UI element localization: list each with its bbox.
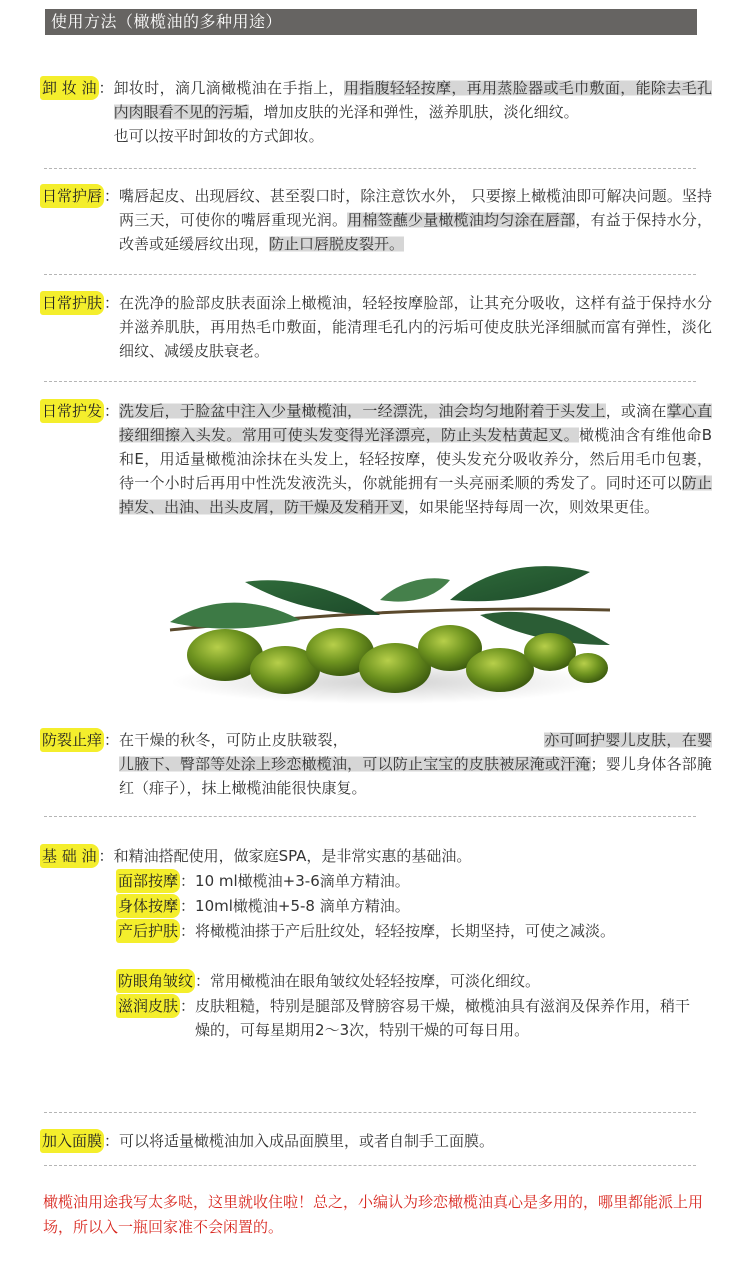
olive-branch-icon bbox=[150, 560, 620, 720]
divider bbox=[44, 816, 696, 817]
section-label: 日常护发 bbox=[40, 399, 104, 423]
colon: ： bbox=[180, 922, 196, 940]
section-body: 和精油搭配使用，做家庭SPA，是非常实惠的基础油。 bbox=[113, 847, 472, 865]
colon: ： bbox=[98, 847, 114, 865]
highlighted-text: 用棉签蘸少量橄榄油均匀涂在唇部 bbox=[347, 211, 576, 229]
section-base-oil bbox=[40, 844, 712, 868]
section-body: 可以将适量橄榄油加入成品面膜里，或者自制手工面膜。 bbox=[119, 1132, 495, 1150]
highlighted-text: 防止掉发、出油、出头皮屑，防干燥及发稍开叉 bbox=[119, 474, 712, 516]
text: 卸妆时，滴几滴橄榄油在手指上， bbox=[113, 79, 344, 97]
colon: ： bbox=[180, 897, 196, 915]
colon: ： bbox=[104, 294, 120, 312]
highlighted-text: 在婴儿腋下、臀部等处涂上珍恋橄榄油，可以防止宝宝的皮肤被尿淹或汗淹 bbox=[119, 731, 712, 773]
section-body: 在洗净的脸部皮肤表面涂上橄榄油，轻轻按摩脸部，让其充分吸收，这样有益于保持水分并滋养肌肤，再用热毛巾敷面，能清理毛孔内的污垢可使皮肤光泽细腻而富有弹性，淡化细纹、减缓皮肤衰老。 bbox=[119, 294, 712, 360]
section-makeup-remover bbox=[40, 76, 712, 148]
item-text: 常用橄榄油在眼角皱纹处轻轻按摩，可淡化细纹。 bbox=[210, 972, 541, 990]
section-label: 加入面膜 bbox=[40, 1129, 104, 1153]
section-body bbox=[119, 399, 712, 519]
base-oil-item bbox=[116, 869, 410, 893]
highlighted-text: 防止口唇脱皮裂开。 bbox=[269, 235, 405, 253]
text: 橄榄油含有维他命B和E，用适量橄榄油涂抹在头发上，轻轻按摩，使头发充分吸收养分，然后用毛巾包裹，待一个小时后再用中性洗发液洗头，你就能拥有一头亮丽柔顺的秀发了。同时还可以 bbox=[119, 426, 712, 492]
colon: ： bbox=[180, 997, 196, 1015]
base-oil-item bbox=[116, 969, 540, 993]
base-oil-item bbox=[116, 994, 696, 1042]
divider bbox=[44, 274, 696, 275]
section-skin-care bbox=[40, 291, 712, 363]
text: ，增加皮肤的光泽和弹性，滋养肌肤，淡化细纹。 bbox=[248, 103, 579, 121]
divider bbox=[44, 1112, 696, 1113]
colon: ： bbox=[104, 187, 120, 205]
section-body bbox=[114, 76, 712, 148]
section-label: 基 础 油 bbox=[40, 844, 99, 868]
item-label: 面部按摩 bbox=[116, 869, 180, 893]
colon: ： bbox=[104, 731, 120, 749]
section-label: 卸 妆 油 bbox=[40, 76, 99, 100]
highlighted-text: 掌心直接细细擦入头发。常用可使头发变得光泽漂亮，防止头发枯黄起叉。 bbox=[119, 402, 712, 444]
item-label: 身体按摩 bbox=[116, 894, 180, 918]
item-label: 防眼角皱纹 bbox=[116, 969, 195, 993]
section-mask bbox=[40, 1129, 712, 1153]
highlighted-text: 亦可呵护婴儿皮肤， bbox=[544, 731, 682, 749]
divider bbox=[44, 168, 696, 169]
section-anti-crack bbox=[40, 728, 712, 800]
divider bbox=[44, 381, 696, 382]
text: ，或滴在 bbox=[605, 402, 667, 420]
section-label: 日常护肤 bbox=[40, 291, 104, 315]
item-label: 滋润皮肤 bbox=[116, 994, 180, 1018]
section-body bbox=[119, 184, 712, 256]
item-label: 产后护肤 bbox=[116, 919, 180, 943]
colon: ： bbox=[104, 402, 120, 420]
section-body bbox=[119, 728, 712, 800]
page-title: 使用方法（橄榄油的多种用途） bbox=[45, 9, 697, 35]
colon: ： bbox=[180, 872, 196, 890]
highlighted-text: 洗发后，于脸盆中注入少量橄榄油，一经漂洗，油会均匀地附着于头发上 bbox=[119, 402, 606, 420]
olive-branch-illustration bbox=[150, 560, 620, 720]
colon: ： bbox=[104, 1132, 120, 1150]
text: 也可以按平时卸妆的方式卸妆。 bbox=[113, 127, 324, 145]
base-oil-item bbox=[116, 894, 410, 918]
text: 在干燥的秋冬，可防止皮肤皲裂， bbox=[119, 731, 349, 749]
item-text: 10ml橄榄油+5-8 滴单方精油。 bbox=[195, 897, 410, 915]
text: ；婴儿身体各部腌红（痱子），抹上橄榄油能很快康复。 bbox=[119, 755, 712, 797]
section-hair-care bbox=[40, 399, 712, 519]
text: 嘴唇起皮、出现唇纹、甚至裂口时，除注意饮水外， 只要擦上橄榄油即可解决问题。坚持两三天，可使你的嘴唇重现光润。 bbox=[119, 187, 712, 229]
text: ，有益于保持水分，改善或延缓唇纹出现， bbox=[119, 211, 712, 253]
colon: ： bbox=[98, 79, 114, 97]
divider bbox=[44, 1165, 696, 1166]
item-text: 将橄榄油搽于产后肚纹处，轻轻按摩，长期坚持，可使之减淡。 bbox=[195, 922, 616, 940]
section-label: 防裂止痒 bbox=[40, 728, 104, 752]
base-oil-item bbox=[116, 919, 615, 943]
item-text: 皮肤粗糙，特别是腿部及臂膀容易干燥，橄榄油具有滋润及保养作用，稍干燥的，可每星期用2～3次，特别干燥的可每日用。 bbox=[195, 997, 691, 1039]
text: ，如果能坚持每周一次，则效果更佳。 bbox=[404, 498, 660, 516]
colon: ： bbox=[195, 972, 211, 990]
highlighted-text: 用指腹轻轻按摩，再用蒸脸器或毛巾敷面，能除去毛孔内肉眼看不见的污垢 bbox=[113, 79, 712, 121]
footer-note: 橄榄油用途我写太多哒，这里就收住啦！总之，小编认为珍恋橄榄油真心是多用的，哪里都能派上用场，所以入一瓶回家准不会闲置的。 bbox=[43, 1193, 704, 1236]
section-lip-care bbox=[40, 184, 712, 256]
section-label: 日常护唇 bbox=[40, 184, 104, 208]
item-text: 10 ml橄榄油+3-6滴单方精油。 bbox=[195, 872, 410, 890]
